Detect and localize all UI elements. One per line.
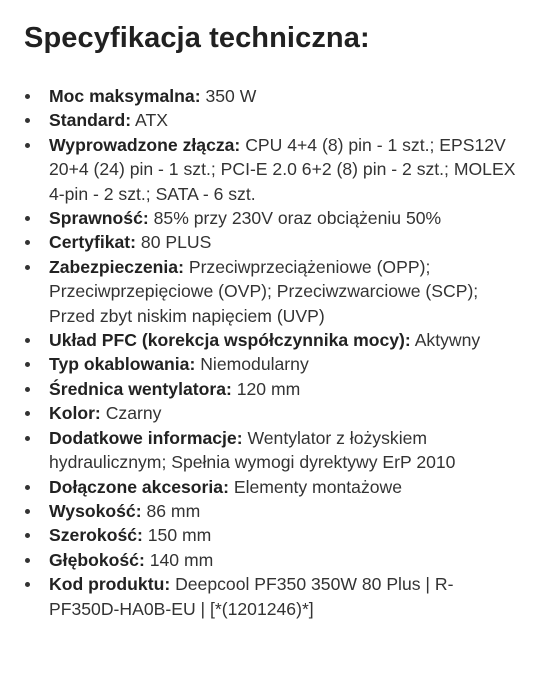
spec-item-protections [0, 255, 540, 328]
spec-value: 140 mm [149, 549, 214, 570]
spec-value: 85% przy 230V oraz obciążeniu 50% [153, 208, 442, 229]
spec-item-accessories [0, 475, 540, 499]
spec-label: Standard: [49, 110, 132, 131]
spec-label: Moc maksymalna: [49, 86, 201, 106]
spec-value: Elementy montażowe [233, 476, 403, 497]
spec-label: Układ PFC (korekcja współczynnika mocy): [49, 330, 411, 351]
spec-label: Wyprowadzone złącza: [49, 134, 241, 155]
spec-item-fan-diameter [0, 377, 540, 401]
spec-label: Sprawność: [49, 208, 149, 229]
spec-value: Aktywny [414, 330, 481, 351]
spec-value: 120 mm [236, 378, 301, 399]
bullet-icon [25, 338, 30, 343]
spec-item-certificate [0, 230, 540, 254]
bullet-icon [25, 240, 30, 245]
bullet-icon [25, 509, 30, 514]
bullet-icon [25, 533, 30, 538]
spec-item-depth [0, 548, 540, 572]
bullet-icon [25, 411, 30, 416]
spec-value: 350 W [205, 86, 257, 106]
spec-value: 86 mm [146, 500, 201, 521]
bullet-icon [25, 436, 30, 441]
spec-label: Głębokość: [49, 549, 145, 570]
page-title: Specyfikacja techniczna: [24, 22, 370, 54]
spec-item-efficiency [0, 206, 540, 230]
spec-item-additional-info [0, 426, 540, 475]
bullet-icon [25, 143, 30, 148]
spec-label: Wysokość: [49, 500, 142, 521]
spec-item-connectors [0, 133, 540, 206]
spec-label: Dodatkowe informacje: [49, 427, 243, 448]
bullet-icon [25, 216, 30, 221]
bullet-icon [25, 582, 30, 587]
spec-label: Certyfikat: [49, 232, 137, 253]
spec-item-width [0, 523, 540, 547]
bullet-icon [25, 485, 30, 490]
spec-label: Typ okablowania: [49, 354, 196, 375]
spec-label: Kolor: [49, 403, 101, 424]
spec-value: 80 PLUS [140, 232, 212, 253]
bullet-icon [25, 265, 30, 270]
spec-value: Przeciwprzeciążeniowe (OPP); Przeciwprzepięciowe (OVP); Przeciwzwarciowe (SCP); Przed zbyt niskim napięciem (UVP) [49, 256, 479, 326]
spec-label: Zabezpieczenia: [49, 256, 184, 277]
spec-value: Czarny [105, 403, 162, 424]
spec-value: Wentylator z łożyskiem hydraulicznym; Spełnia wymogi dyrektywy ErP 2010 [49, 427, 456, 473]
spec-item-cabling [0, 352, 540, 376]
spec-value: Niemodularny [200, 354, 309, 375]
spec-value: Deepcool PF350 350W 80 Plus | R-PF350D-HA0B-EU | [*(1201246)*] [49, 574, 454, 619]
bullet-icon [25, 387, 30, 392]
spec-value: ATX [135, 110, 168, 131]
bullet-icon [25, 118, 30, 123]
spec-item-height [0, 499, 540, 523]
spec-item-product-code [0, 572, 540, 621]
spec-item-color [0, 401, 540, 425]
spec-item-pfc [0, 328, 540, 352]
spec-label: Dołączone akcesoria: [49, 476, 229, 497]
spec-item-max-power [0, 84, 540, 108]
spec-label: Szerokość: [49, 525, 143, 546]
spec-list [0, 84, 540, 621]
bullet-icon [25, 558, 30, 563]
spec-item-standard [0, 108, 540, 132]
spec-value: CPU 4+4 (8) pin - 1 szt.; EPS12V 20+4 (24) pin - 1 szt.; PCI-E 2.0 6+2 (8) pin - 2 szt.; MOLEX 4-pin - 2 szt.; SATA - 6 szt. [49, 134, 516, 204]
bullet-icon [25, 362, 30, 367]
spec-label: Średnica wentylatora: [49, 378, 232, 399]
spec-label: Kod produktu: [49, 574, 171, 595]
bullet-icon [25, 94, 30, 99]
spec-value: 150 mm [147, 525, 212, 546]
